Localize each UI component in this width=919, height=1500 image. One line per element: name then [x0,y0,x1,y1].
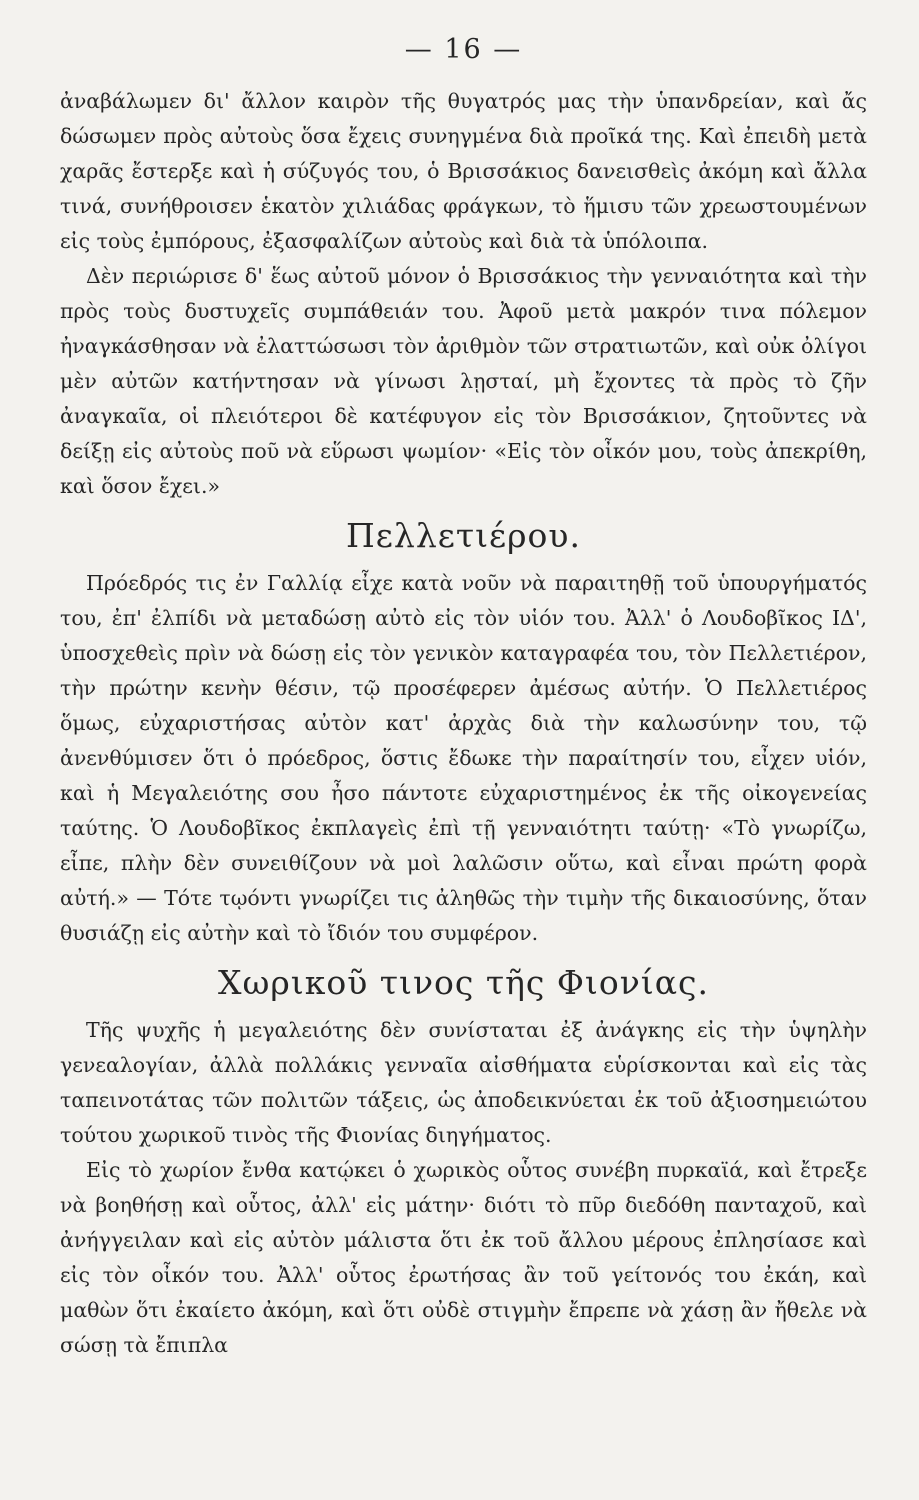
paragraph: Τῆς ψυχῆς ἡ μεγαλειότης δὲν συνίσταται ἐξ ἀνάγκης εἰς τὴν ὑψηλὴν γενεαλογίαν, ἀλλὰ πολλάκις γενναῖα αἰσθήματα εὑρίσκονται καὶ εἰς τὰς ταπεινοτάτας τῶν πολιτῶν τάξεις, ὡς ἀποδεικνύεται ἐκ τοῦ ἀξιοσημειώτου τούτου χωρικοῦ τινὸς τῆς Φιονίας διηγήματος. [60,1018,867,1147]
paragraph: Πρόεδρός τις ἐν Γαλλίᾳ εἶχε κατὰ νοῦν νὰ παραιτηθῇ τοῦ ὑπουργήματός του, ἐπ' ἐλπίδι νὰ μεταδώσῃ αὐτὸ εἰς τὸν υἱόν του. Ἀλλ' ὁ Λουδοβῖκος ΙΔ', ὑποσχεθεὶς πρὶν νὰ δώσῃ εἰς τὸν γενικὸν καταγραφέα του, τὸν Πελλετιέρον, τὴν πρώτην κενὴν θέσιν, τῷ προσέφερεν ἀμέσως αὐτήν. Ὁ Πελλετιέρος ὅμως, εὐχαριστήσας αὐτὸν κατ' ἀρχὰς διὰ τὴν καλωσύνην του, τῷ ἀνενθύμισεν ὅτι ὁ πρόεδρος, ὅστις ἔδωκε τὴν παραίτησίν του, εἶχεν υἱόν, καὶ ἡ Μεγαλειότης σου ἦσο πάντοτε εὐχαριστημένος ἐκ τῆς οἰκογενείας ταύτης. Ὁ Λουδοβῖκος ἐκπλαγεὶς ἐπὶ τῇ γενναιότητι ταύτῃ· «Τὸ γνωρίζω, εἶπε, πλὴν δὲν συνειθίζουν νὰ μοὶ λαλῶσιν οὕτω, καὶ εἶναι πρώτη φορὰ αὐτή.» — Τότε τῳόντι γνωρίζει τις ἀληθῶς τὴν τιμὴν τῆς δικαιοσύνης, ὅταν θυσιάζῃ εἰς αὐτὴν καὶ τὸ ἴδιόν του συμφέρον. [60,571,867,945]
paragraph: Εἰς τὸ χωρίον ἔνθα κατῴκει ὁ χωρικὸς οὗτος συνέβη πυρκαϊά, καὶ ἔτρεξε νὰ βοηθήσῃ καὶ οὗτος, ἀλλ' εἰς μάτην· διότι τὸ πῦρ διεδόθη πανταχοῦ, καὶ ἀνήγγειλαν καὶ εἰς αὐτὸν μάλιστα ὅτι ἐκ τοῦ ἄλλου μέρους ἐπλησίασε καὶ εἰς τὸν οἶκόν του. Ἀλλ' οὗτος ἐρωτήσας ἂν τοῦ γείτονός του ἐκάη, καὶ μαθὼν ὅτι ἐκαίετο ἀκόμη, καὶ ὅτι οὐδὲ στιγμὴν ἔπρεπε νὰ χάσῃ ἂν ἤθελε νὰ σώσῃ τὰ ἔπιπλα [60,1158,867,1357]
section-heading: Χωρικοῦ τινος τῆς Φιονίας. [218,963,709,1002]
page-number: — 16 — [404,34,523,65]
paragraph: Δὲν περιώρισε δ' ἕως αὐτοῦ μόνον ὁ Βρισσάκιος τὴν γενναιότητα καὶ τὴν πρὸς τοὺς δυστυχεῖς συμπάθειάν του. Ἀφοῦ μετὰ μακρόν τινα πόλεμον ἠναγκάσθησαν νὰ ἐλαττώσωσι τὸν ἀριθμὸν τῶν στρατιωτῶν, καὶ οὐκ ὀλίγοι μὲν αὐτῶν κατήντησαν νὰ γίνωσι λῃσταί, μὴ ἔχοντες τὰ πρὸς τὸ ζῆν ἀναγκαῖα, οἱ πλειότεροι δὲ κατέφυγον εἰς τὸν Βρισσάκιον, ζητοῦντες νὰ δείξῃ εἰς αὐτοὺς ποῦ νὰ εὕρωσι ψωμίον· «Εἰς τὸν οἶκόν μου, τοὺς ἀπεκρίθη, καὶ ὅσον ἔχει.» [60,264,867,498]
section-fionia-peasant [60,963,867,1363]
section-heading: Πελλετιέρου. [346,516,581,555]
section-pelletier [60,516,867,951]
section-brissac [60,84,867,504]
paragraph: ἀναβάλωμεν δι' ἄλλον καιρὸν τῆς θυγατρός μας τὴν ὑπανδρείαν, καὶ ἄς δώσωμεν πρὸς αὐτοὺς ὅσα ἔχεις συνηγμένα διὰ προῖκά της. Καὶ ἐπειδὴ μετὰ χαρᾶς ἔστερξε καὶ ἡ σύζυγός του, ὁ Βρισσάκιος δανεισθεὶς ἀκόμη καὶ ἄλλα τινά, συνήθροισεν ἑκατὸν χιλιάδας φράγκων, τὸ ἥμισυ τῶν χρεωστουμένων εἰς τοὺς ἐμπόρους, ἐξασφαλίζων αὐτοὺς καὶ διὰ τὰ ὑπόλοιπα. [60,89,867,253]
